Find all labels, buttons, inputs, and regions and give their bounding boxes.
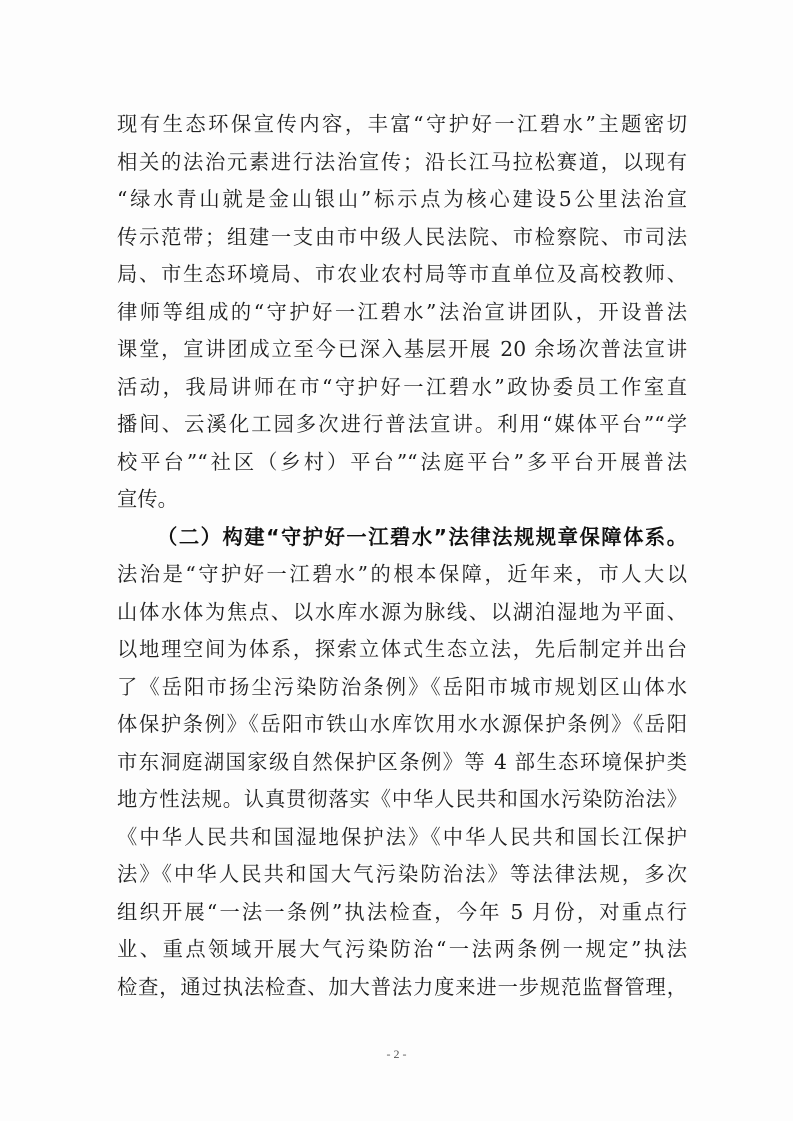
text-line: 业、重点领域开展大气污染防治“一法两条例一规定”执法: [117, 937, 687, 961]
text-line: 组织开展“一法一条例”执法检查，今年 5 月份，对重点行: [117, 899, 687, 924]
page-number: - 2 -: [386, 1047, 407, 1061]
text-line: 课堂，宣讲团成立至今已深入基层开展 20 余场次普法宣讲: [117, 337, 687, 361]
text-line: 活动，我局讲师在市“守护好一江碧水”政协委员工作室直: [117, 374, 687, 399]
text-line: 相关的法治元素进行法治宣传；沿长江马拉松赛道，以现有: [117, 149, 687, 174]
text-line: 市东洞庭湖国家级自然保护区条例》等 4 部生态环境保护类: [117, 749, 687, 774]
text-line: 以地理空间为体系，探索立体式生态立法，先后制定并出台: [117, 637, 687, 661]
text-line: 宣传。: [117, 487, 178, 511]
text-line: 法》《中华人民共和国大气污染防治法》等法律法规，多次: [117, 862, 687, 886]
text-line: 《中华人民共和国湿地保护法》《中华人民共和国长江保护: [117, 824, 687, 849]
text-line: 法治是“守护好一江碧水”的根本保障，近年来，市人大以: [117, 562, 687, 586]
text-line: “绿水青山就是金山银山”标示点为核心建设5公里法治宣: [117, 187, 687, 211]
text-line: 传示范带；组建一支由市中级人民法院、市检察院、市司法: [117, 224, 687, 249]
text-line: 了《岳阳市扬尘污染防治条例》《岳阳市城市规划区山体水: [117, 674, 687, 699]
text-line: 局、市生态环境局、市农业农村局等市直单位及高校教师、: [117, 262, 687, 286]
text-line: 体保护条例》《岳阳市铁山水库饮用水水源保护条例》《岳阳: [117, 712, 687, 736]
text-line: 律师等组成的“守护好一江碧水”法治宣讲团队，开设普法: [117, 299, 687, 324]
text-line: 地方性法规。认真贯彻落实《中华人民共和国水污染防治法》: [117, 787, 687, 811]
text-line: 山体水体为焦点、以水库水源为脉线、以湖泊湿地为平面、: [117, 599, 687, 624]
text-line: 现有生态环保宣传内容，丰富“守护好一江碧水”主题密切: [117, 112, 687, 136]
text-line: 播间、云溪化工园多次进行普法宣讲。利用“媒体平台”“学: [117, 412, 687, 436]
text-line: 校平台”“社区（乡村）平台”“法庭平台”多平台开展普法: [117, 449, 687, 474]
body-text: [117, 106, 687, 1006]
text-line: 检查，通过执法检查、加大普法力度来进一步规范监督管理，: [117, 974, 687, 999]
section-heading: （二）构建“守护好一江碧水”法律法规规章保障体系。: [157, 524, 687, 549]
